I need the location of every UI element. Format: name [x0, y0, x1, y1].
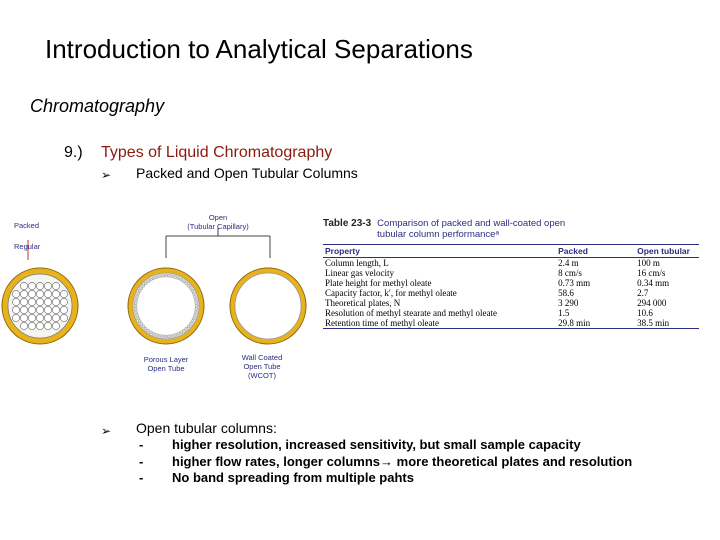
dash-marker: -: [139, 437, 144, 452]
packing-particle: [12, 314, 19, 321]
cell-open-tubular: 38.5 min: [635, 318, 699, 329]
packing-particle: [44, 282, 51, 289]
packing-particle: [28, 282, 35, 289]
porous-particle: [134, 304, 137, 307]
label-wcot-open-tube: Open Tube: [243, 362, 281, 371]
sub-point-resolution: higher resolution, increased sensitivity, but small sample capacity: [172, 437, 581, 452]
cell-open-tubular: 100 m: [637, 258, 660, 268]
packing-particle: [52, 306, 59, 313]
table-number: Table 23-3: [323, 218, 372, 229]
packing-particle: [52, 314, 59, 321]
packing-particle: [36, 322, 43, 329]
arrow-bullet-icon: ➢: [101, 168, 112, 182]
cell-property: Plate height for methyl oleate: [325, 278, 432, 288]
cell-packed: 2.4 m: [558, 258, 579, 268]
bullet-packed-open: Packed and Open Tubular Columns: [136, 165, 358, 181]
porous-particle: [194, 298, 197, 301]
packing-particle: [36, 298, 43, 305]
bullet-open-tubular: Open tubular columns:: [136, 420, 277, 436]
packing-particle: [20, 314, 27, 321]
label-porous-layer: Porous Layer: [143, 355, 189, 364]
packing-particle: [12, 290, 19, 297]
packing-particle: [20, 290, 27, 297]
porous-particle: [171, 275, 174, 278]
porous-particle: [164, 274, 167, 277]
table-row: [323, 308, 699, 318]
porous-particle: [134, 308, 137, 311]
porous-particle: [155, 333, 158, 336]
cell-property: Column length, L: [325, 258, 389, 268]
header-property: Property: [323, 245, 556, 258]
porous-particle: [168, 274, 171, 277]
packing-particle: [36, 282, 43, 289]
packing-particle: [28, 290, 35, 297]
header-packed: Packed: [556, 245, 635, 258]
header-open-tubular: Open tubular: [635, 245, 699, 258]
porous-particle: [161, 274, 164, 277]
arrow-bullet-icon: ➢: [101, 424, 112, 438]
slide-subtitle: Chromatography: [30, 96, 165, 116]
table-caption-line1: Comparison of packed and wall-coated open: [377, 218, 566, 229]
label-packed: Packed: [14, 221, 40, 230]
cell-open-tubular: 294 000: [637, 298, 667, 308]
porous-particle: [158, 334, 161, 337]
porous-particle: [193, 295, 196, 298]
table-caption-line2: tubular column performanceᵃ: [377, 229, 499, 240]
sub-point-flow-rates: higher flow rates, longer columns→ more theoretical plates and resolution: [172, 454, 633, 469]
label-wall-coated: Wall Coated: [241, 353, 283, 362]
packing-particle: [60, 306, 67, 313]
plot-column-inner: [133, 273, 199, 339]
porous-particle: [195, 304, 198, 307]
cell-property: Linear gas velocity: [325, 268, 394, 278]
cell-property: Theoretical plates, N: [325, 298, 401, 308]
packing-particle: [60, 298, 67, 305]
packing-particle: [28, 306, 35, 313]
table-caption: [377, 218, 565, 240]
porous-particle: [155, 275, 158, 278]
packing-particle: [52, 282, 59, 289]
packing-particle: [28, 322, 35, 329]
section-title: Types of Liquid Chromatography: [101, 144, 333, 161]
packing-particle: [60, 314, 67, 321]
packing-particle: [20, 306, 27, 313]
packing-particle: [52, 298, 59, 305]
packing-particle: [52, 290, 59, 297]
packing-particle: [20, 282, 27, 289]
packing-particle: [44, 306, 51, 313]
porous-particle: [193, 314, 196, 317]
porous-particle: [161, 335, 164, 338]
porous-particle: [164, 335, 167, 338]
porous-particle: [174, 275, 177, 278]
table-row: [323, 288, 699, 298]
packing-particle: [20, 298, 27, 305]
cell-packed: 0.73 mm: [558, 278, 591, 288]
porous-particle: [171, 334, 174, 337]
porous-particle: [168, 335, 171, 338]
label-open: Open: [208, 213, 228, 222]
dash-marker: -: [139, 470, 144, 485]
packing-particle: [20, 322, 27, 329]
porous-particle: [174, 333, 177, 336]
porous-particle: [195, 308, 198, 311]
packing-particle: [12, 306, 19, 313]
packing-particle: [36, 314, 43, 321]
porous-particle: [135, 295, 138, 298]
porous-particle: [135, 298, 138, 301]
porous-particle: [192, 292, 195, 295]
cell-packed: 58.6: [558, 288, 574, 298]
packing-particle: [36, 306, 43, 313]
label-wcot: (WCOT): [248, 371, 276, 380]
label-porous-open-tube: Open Tube: [147, 364, 185, 373]
porous-particle: [135, 311, 138, 314]
porous-particle: [158, 275, 161, 278]
dash-marker: -: [139, 454, 144, 469]
porous-particle: [137, 317, 140, 320]
porous-particle: [135, 314, 138, 317]
cell-packed: 3 290: [558, 298, 579, 308]
slide-title: Introduction to Analytical Separations: [45, 34, 473, 64]
label-regular: Regular: [14, 242, 41, 251]
wcot-column-inner: [235, 273, 301, 339]
packing-particle: [44, 322, 51, 329]
cell-open-tubular: 2.7: [637, 288, 649, 298]
packing-particle: [44, 298, 51, 305]
comparison-table-block: [323, 218, 699, 329]
table-row: [323, 298, 699, 308]
cell-open-tubular: 16 cm/s: [637, 268, 666, 278]
packing-particle: [60, 290, 67, 297]
packing-particle: [28, 298, 35, 305]
cell-packed: 29.8 min: [556, 318, 635, 329]
cell-open-tubular: 0.34 mm: [637, 278, 670, 288]
packing-particle: [28, 314, 35, 321]
sub-point-band-spreading: No band spreading from multiple pahts: [172, 470, 414, 485]
comparison-table: [323, 244, 699, 329]
table-header-row: [323, 245, 699, 258]
packing-particle: [44, 290, 51, 297]
cell-packed: 1.5: [558, 308, 570, 318]
packing-particle: [36, 290, 43, 297]
cell-property: Resolution of methyl stearate and methyl oleate: [325, 308, 497, 318]
porous-particle: [177, 332, 180, 335]
label-tubular-capillary: (Tubular Capillary): [187, 222, 249, 231]
table-row: [323, 278, 699, 288]
cell-open-tubular: 10.6: [637, 308, 653, 318]
packing-particle: [52, 322, 59, 329]
table-row: [323, 258, 699, 269]
porous-particle: [195, 301, 198, 304]
cell-property: Capacity factor, k′, for methyl oleate: [325, 288, 457, 298]
porous-particle: [134, 301, 137, 304]
cell-packed: 8 cm/s: [558, 268, 582, 278]
porous-particle: [152, 277, 155, 280]
packing-particle: [12, 298, 19, 305]
section-number: 9.): [64, 144, 83, 161]
table-row: [323, 268, 699, 278]
porous-particle: [194, 311, 197, 314]
table-row: [323, 318, 699, 329]
cell-property: Retention time of methyl oleate: [323, 318, 556, 329]
packing-particle: [44, 314, 51, 321]
